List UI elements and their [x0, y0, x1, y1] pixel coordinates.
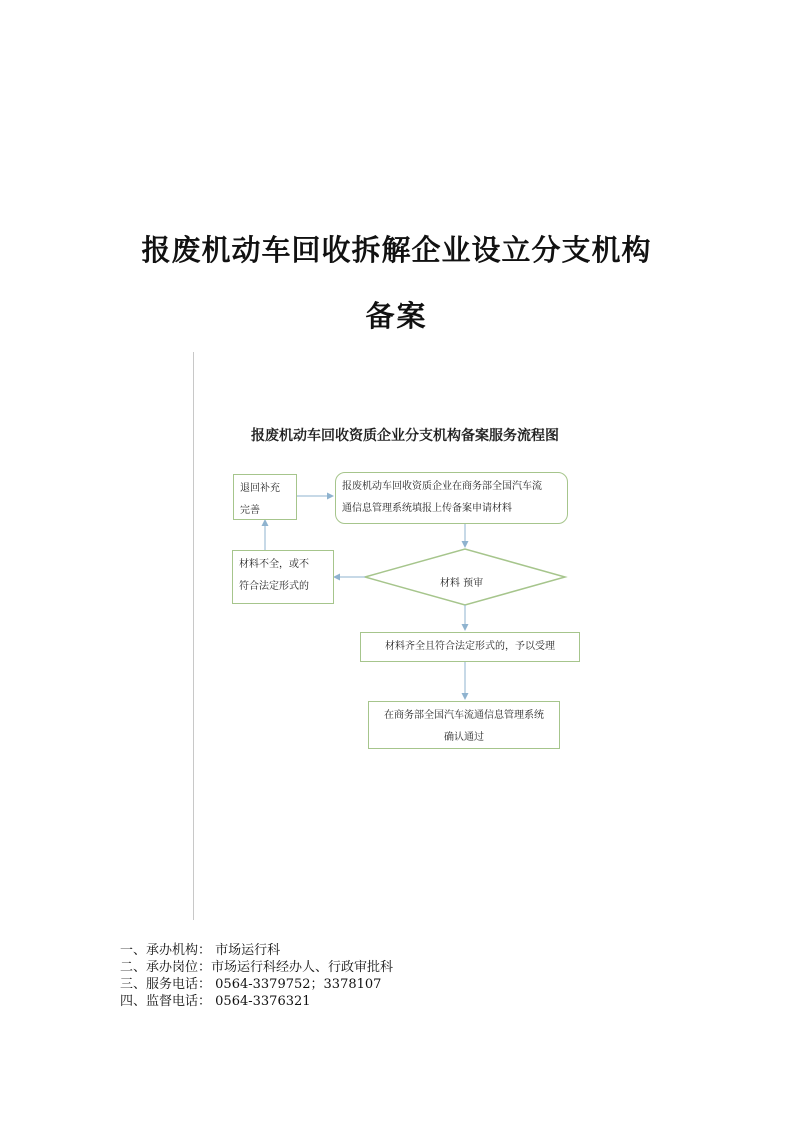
node-return-line2: 完善 [240, 505, 260, 516]
flowchart [195, 405, 615, 765]
info-row-supervision-phone [120, 993, 393, 1010]
document-title: 报废机动车回收拆解企业设立分支机构 [141, 233, 652, 267]
info-value: 市场运行科经办人、行政审批科 [211, 960, 394, 975]
info-row-service-phone [120, 976, 393, 993]
node-return-line1: 退回补充 [240, 483, 280, 494]
node-incomplete-line2: 符合法定形式的 [239, 581, 309, 592]
info-label: 二、承办岗位： [120, 960, 212, 975]
info-label: 四、监督电话： [120, 994, 212, 1009]
service-info [120, 942, 393, 1010]
node-review-label: 材料 预审 [440, 578, 484, 589]
node-confirm-line2: 确认通过 [444, 732, 484, 743]
flowchart-title: 报废机动车回收资质企业分支机构备案服务流程图 [251, 428, 559, 444]
node-accept-label: 材料齐全且符合法定形式的，予以受理 [385, 641, 555, 652]
info-row-agency [120, 942, 393, 959]
node-incomplete-line1: 材料不全，或不 [239, 559, 309, 570]
node-confirm-line1: 在商务部全国汽车流通信息管理系统 [384, 710, 544, 721]
node-incomplete-materials [232, 550, 334, 604]
info-value: 0564-3376321 [215, 994, 311, 1009]
info-row-position [120, 959, 393, 976]
info-label: 一、承办机构： [120, 943, 212, 958]
margin-rule [193, 352, 194, 920]
info-value: 市场运行科 [215, 943, 281, 958]
node-submit-line2: 通信息管理系统填报上传备案申请材料 [342, 503, 512, 514]
node-submit-application [335, 472, 568, 524]
info-label: 三、服务电话： [120, 977, 212, 992]
info-value: 0564-3379752；3378107 [215, 977, 382, 992]
node-accept [360, 632, 580, 662]
node-submit-line1: 报废机动车回收资质企业在商务部全国汽车流 [342, 481, 542, 492]
document-subtitle: 备案 [365, 299, 428, 333]
node-confirm [368, 701, 560, 749]
node-return-supplement [233, 474, 297, 520]
